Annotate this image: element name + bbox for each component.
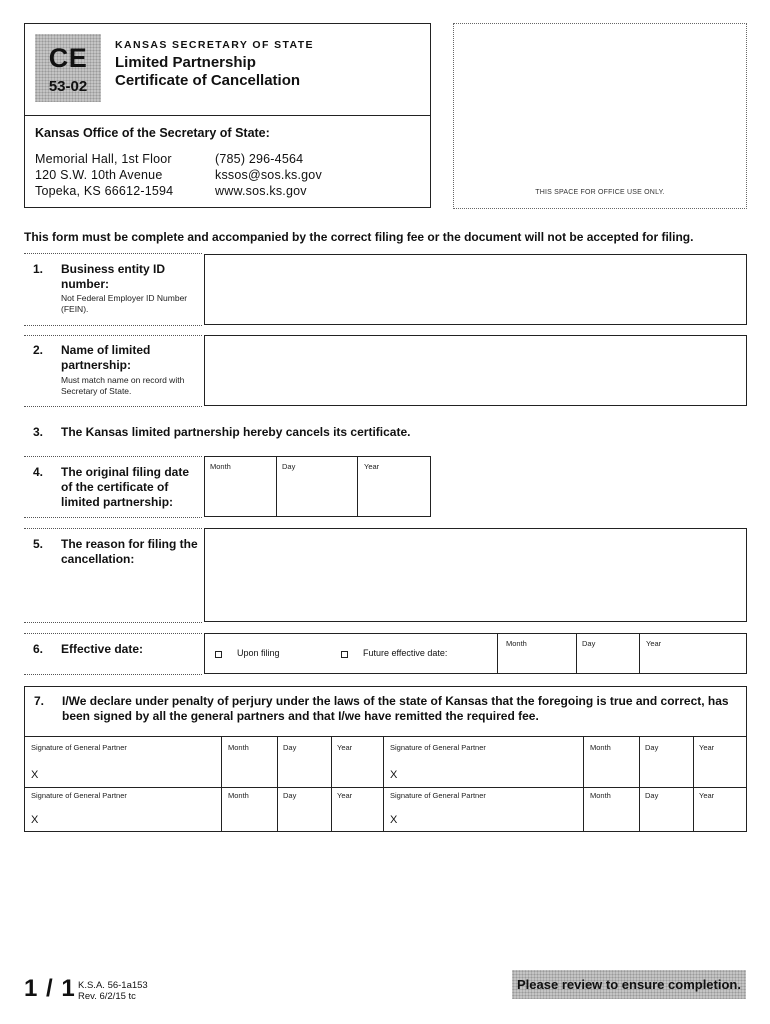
form-code-badge <box>35 34 101 102</box>
address-line: Topeka, KS 66612-1594 <box>35 184 174 198</box>
office-heading: Kansas Office of the Secretary of State: <box>35 126 270 140</box>
office-phone: (785) 296-4564 <box>215 152 304 166</box>
effective-year-input[interactable] <box>640 634 746 673</box>
field-statement-cancellation: The Kansas limited partnership hereby cancels its certificate. <box>61 425 411 439</box>
month-label: Month <box>228 743 249 752</box>
declaration-box <box>24 686 747 832</box>
signature-label: Signature of General Partner <box>390 791 486 800</box>
field-label-effective-date: Effective date: <box>61 642 144 656</box>
row-divider <box>24 528 202 529</box>
year-label: Year <box>364 462 380 471</box>
signature-day-input[interactable] <box>640 737 693 787</box>
address-line: 120 S.W. 10th Avenue <box>35 168 163 182</box>
row-divider <box>24 456 202 457</box>
address-line: Memorial Hall, 1st Floor <box>35 152 172 166</box>
statute-reference: K.S.A. 56-1a153 <box>78 980 148 991</box>
row-divider <box>24 325 202 326</box>
filing-instructions: This form must be complete and accompanied by the correct filing fee or the document will not be accepted for filing. <box>24 230 694 244</box>
field-number: 4. <box>33 465 44 479</box>
office-use-note: THIS SPACE FOR OFFICE USE ONLY. <box>535 189 665 196</box>
field-label-entity-id: Business entity ID number: <box>61 262 166 291</box>
row-divider <box>24 674 202 675</box>
month-label: Month <box>506 639 527 648</box>
form-title-line1: Limited Partnership <box>115 54 256 71</box>
signature-month-input[interactable] <box>584 737 639 787</box>
header-divider <box>25 115 430 116</box>
field-label-original-filing-date: The original filing date of the certificate of limited partnership: <box>61 465 190 509</box>
signature-mark: X <box>390 814 398 826</box>
page-number: 1 / 1 <box>24 975 76 1002</box>
row-divider <box>24 335 202 336</box>
upon-filing-label: Upon filing <box>237 648 280 658</box>
future-date-label: Future effective date: <box>363 648 448 658</box>
office-address <box>35 151 173 199</box>
signature-mark: X <box>390 769 398 781</box>
field-number: 6. <box>33 642 44 656</box>
signature-label: Signature of General Partner <box>390 743 486 752</box>
field-number: 2. <box>33 343 44 357</box>
field-hint-entity-id: Not Federal Employer ID Number (FEIN). <box>61 293 188 314</box>
office-contact <box>215 151 322 199</box>
row-divider <box>24 517 202 518</box>
effective-day-input[interactable] <box>577 634 639 673</box>
signature-month-input[interactable] <box>222 788 277 831</box>
original-day-input[interactable] <box>277 457 357 516</box>
signature-field[interactable] <box>384 737 583 787</box>
field-label-cancellation-reason: The reason for filing the cancellation: <box>61 537 198 566</box>
day-label: Day <box>282 462 296 471</box>
day-label: Day <box>645 743 659 752</box>
field-number: 1. <box>33 262 44 276</box>
agency-name: KANSAS SECRETARY OF STATE <box>115 39 314 51</box>
future-date-option[interactable] <box>341 648 491 662</box>
original-year-input[interactable] <box>358 457 430 516</box>
day-label: Day <box>645 791 659 800</box>
field-number: 7. <box>34 694 45 708</box>
signature-field[interactable] <box>25 737 221 787</box>
year-label: Year <box>699 743 715 752</box>
review-reminder: Please review to ensure completion. <box>512 970 746 999</box>
signature-year-input[interactable] <box>332 788 383 831</box>
upon-filing-option[interactable] <box>215 648 315 662</box>
effective-date-group <box>204 633 747 674</box>
year-label: Year <box>699 791 715 800</box>
field-label-partnership-name: Name of limited partnership: <box>61 343 151 372</box>
month-label: Month <box>210 462 231 471</box>
entity-id-input[interactable] <box>204 254 747 325</box>
original-month-input[interactable] <box>205 457 276 516</box>
month-label: Month <box>590 743 611 752</box>
field-number: 5. <box>33 537 44 551</box>
cancellation-reason-input[interactable] <box>204 528 747 622</box>
signature-label: Signature of General Partner <box>31 743 127 752</box>
office-website: www.sos.ks.gov <box>215 184 307 198</box>
year-label: Year <box>337 743 353 752</box>
signature-year-input[interactable] <box>694 737 746 787</box>
form-title-line2: Certificate of Cancellation <box>115 72 301 89</box>
day-label: Day <box>283 743 297 752</box>
declaration-text: I/We declare under penalty of perjury under the laws of the state of Kansas that the foregoing is true and correct, has been signed by all the general partners and that I/we have remitted the required fee. <box>62 694 729 723</box>
signature-day-input[interactable] <box>640 788 693 831</box>
row-divider <box>24 622 202 623</box>
month-label: Month <box>228 791 249 800</box>
month-label: Month <box>590 791 611 800</box>
original-filing-date-group <box>204 456 431 517</box>
row-divider <box>24 253 202 254</box>
revision-date: Rev. 6/2/15 tc <box>78 991 136 1002</box>
form-number: 53-02 <box>48 78 88 95</box>
signature-month-input[interactable] <box>222 737 277 787</box>
future-date-checkbox[interactable] <box>341 651 348 658</box>
row-divider <box>24 406 202 407</box>
day-label: Day <box>283 791 297 800</box>
signature-label: Signature of General Partner <box>31 791 127 800</box>
signature-field[interactable] <box>25 788 221 831</box>
office-email: kssos@sos.ks.gov <box>215 168 322 182</box>
signature-day-input[interactable] <box>278 737 331 787</box>
field-number: 3. <box>33 425 44 439</box>
signature-month-input[interactable] <box>584 788 639 831</box>
office-use-box <box>453 23 747 209</box>
signature-mark: X <box>31 769 39 781</box>
signature-year-input[interactable] <box>694 788 746 831</box>
upon-filing-checkbox[interactable] <box>215 651 222 658</box>
signature-mark: X <box>31 814 39 826</box>
partnership-name-input[interactable] <box>204 335 747 406</box>
statute-info <box>78 980 148 1002</box>
field-hint-partnership-name: Must match name on record with Secretary of State. <box>61 375 185 396</box>
signature-year-input[interactable] <box>332 737 383 787</box>
effective-month-input[interactable] <box>498 634 576 673</box>
form-code: CE <box>48 43 88 73</box>
row-divider <box>24 633 202 634</box>
year-label: Year <box>646 639 662 648</box>
day-label: Day <box>582 639 596 648</box>
signature-day-input[interactable] <box>278 788 331 831</box>
signature-field[interactable] <box>384 788 583 831</box>
year-label: Year <box>337 791 353 800</box>
